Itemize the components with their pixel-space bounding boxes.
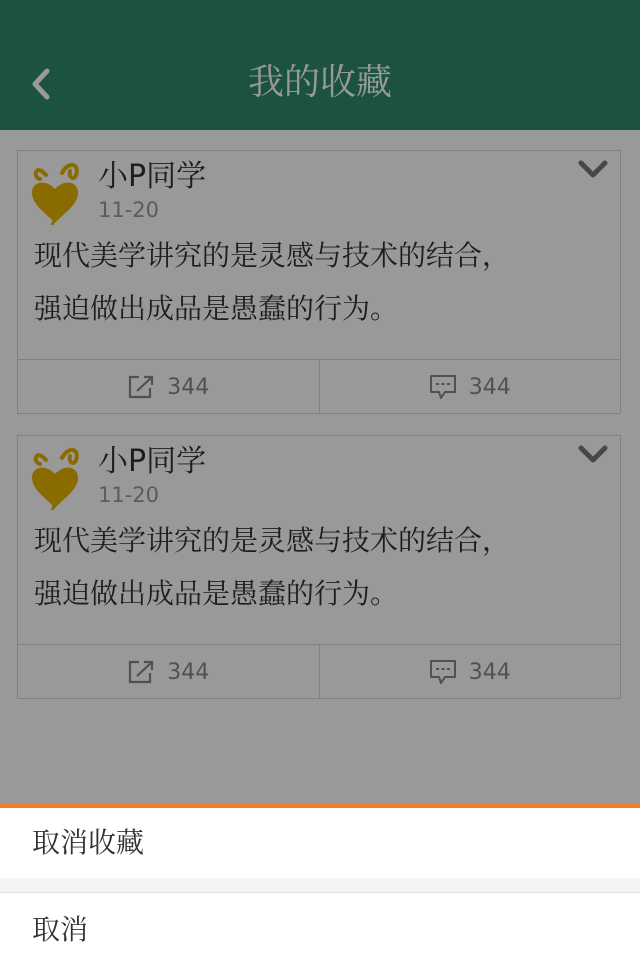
post-text-line: 强迫做出成品是愚蠢的行为。 <box>34 577 399 610</box>
cancel-button[interactable]: 取消 <box>0 892 640 965</box>
comment-count: 344 <box>468 659 511 685</box>
post-text-line: 现代美学讲究的是灵感与技术的结合， <box>34 524 511 557</box>
post-text-line: 现代美学讲究的是灵感与技术的结合， <box>34 239 511 272</box>
post-author: 小P同学 <box>98 159 207 194</box>
post-text-line: 强迫做出成品是愚蠢的行为。 <box>34 292 399 325</box>
comment-count: 344 <box>468 374 511 400</box>
share-count: 344 <box>167 374 210 400</box>
unfavorite-button[interactable]: 取消收藏 <box>0 808 640 878</box>
post-author: 小P同学 <box>98 444 207 479</box>
post-date: 11-20 <box>98 483 160 507</box>
action-sheet <box>0 803 640 960</box>
share-count: 344 <box>167 659 210 685</box>
page-title: 我的收藏 <box>247 62 392 103</box>
post-date: 11-20 <box>98 198 160 222</box>
